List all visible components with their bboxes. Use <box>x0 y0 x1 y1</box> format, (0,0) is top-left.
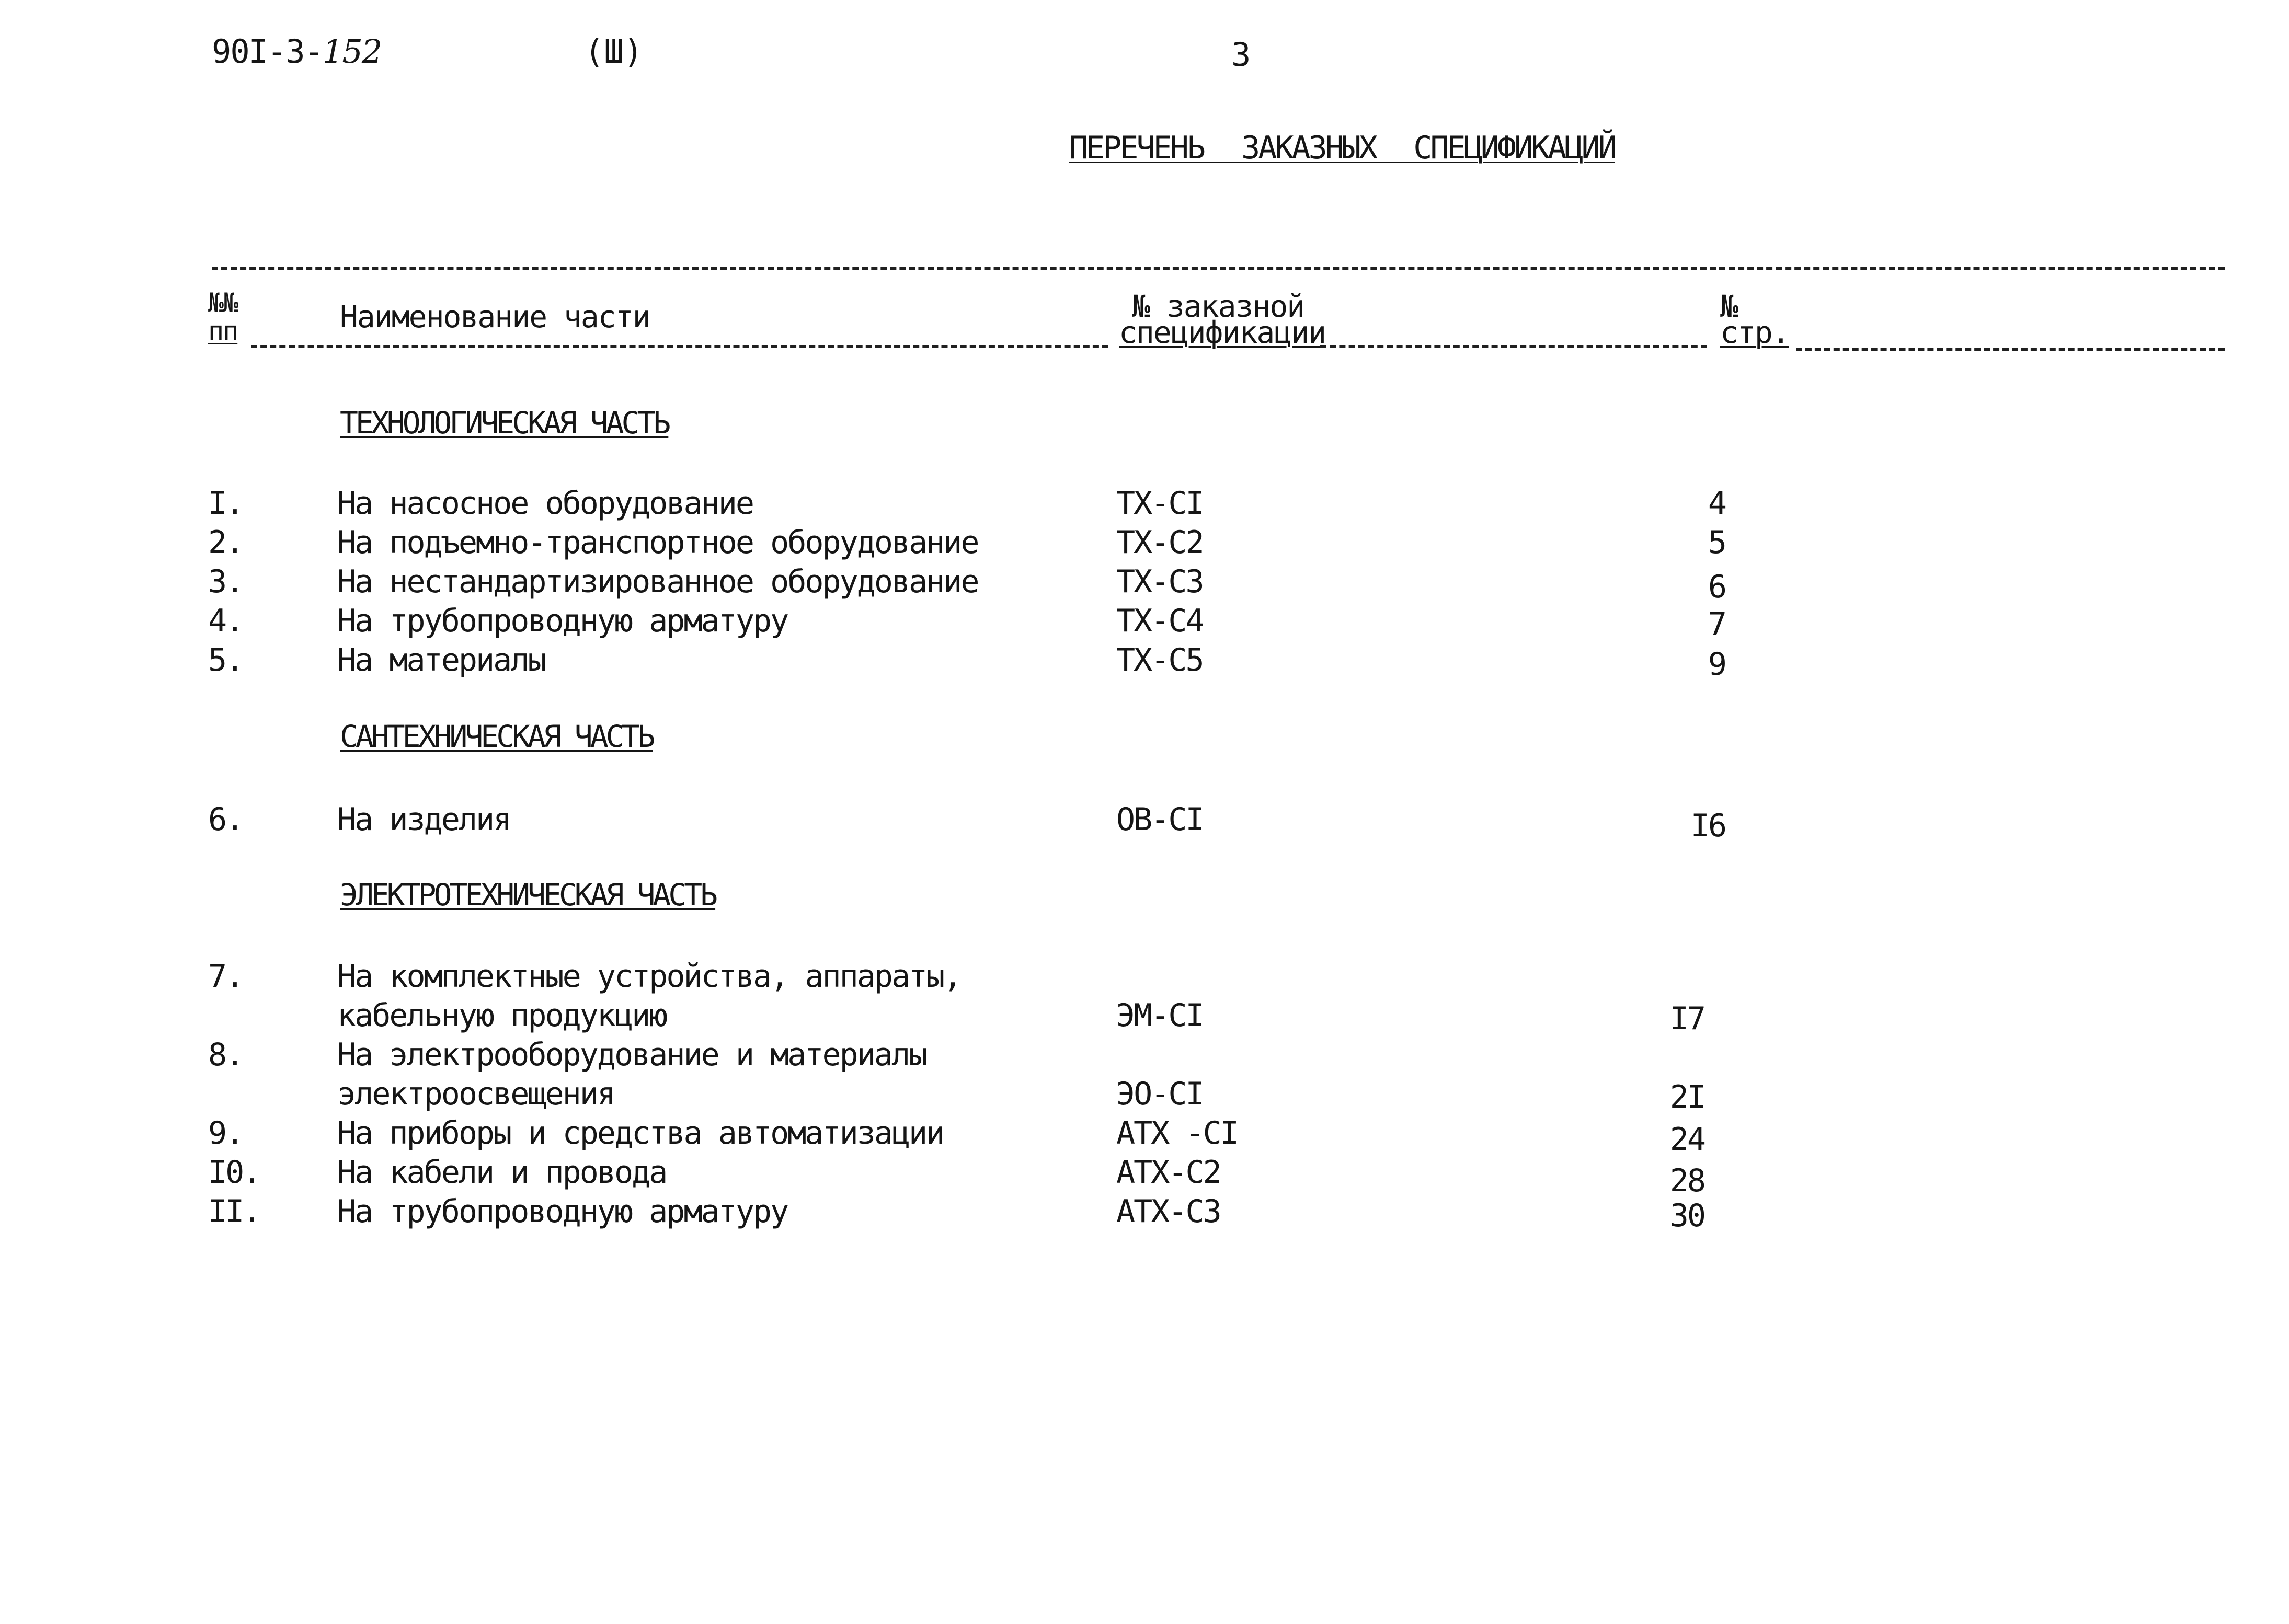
header-page-line2: стр. <box>1720 315 1789 350</box>
row-spec: АТХ -СI <box>1116 1115 1238 1151</box>
table-row <box>0 1113 2289 1158</box>
row-number: 7. <box>208 958 243 995</box>
row-page: I6 <box>1690 808 1725 844</box>
row-name: На комплектные устройства, аппараты, <box>337 958 961 995</box>
row-page: 5 <box>1708 524 1725 561</box>
document-part: (Ш) <box>585 32 643 71</box>
header-spec-line2: спецификации <box>1119 315 1326 350</box>
row-name: На подъемно-транспортное оборудование <box>337 524 978 561</box>
table-row <box>0 601 2289 641</box>
row-page: 9 <box>1708 646 1725 683</box>
row-page: 6 <box>1708 569 1725 605</box>
row-name: На трубопроводную арматуру <box>337 1193 788 1230</box>
row-spec: ТХ-С4 <box>1116 603 1203 639</box>
row-number: I. <box>208 485 243 522</box>
row-page: I7 <box>1669 1000 1704 1037</box>
table-row <box>0 483 2289 523</box>
row-name: На приборы и средства автоматизации <box>337 1115 944 1151</box>
table-row <box>0 1153 2289 1199</box>
row-name: На материалы <box>337 642 545 678</box>
row-spec: АТХ-С3 <box>1116 1193 1220 1230</box>
row-number: I0. <box>208 1154 260 1191</box>
row-spec: ТХ-СI <box>1116 485 1203 522</box>
row-spec: ЭО-СI <box>1116 1076 1203 1112</box>
header-bottom-rule-1 <box>251 345 1108 348</box>
header-bottom-rule-2 <box>1320 345 1707 348</box>
row-name-continuation: кабельную продукцию <box>337 997 667 1034</box>
header-spec-line1: № заказной <box>1132 289 1304 324</box>
document-title: ПЕРЕЧЕНЬ ЗАКАЗНЫХ СПЕЦИФИКАЦИЙ <box>1069 130 1615 166</box>
row-number: 8. <box>208 1036 243 1073</box>
document-code <box>212 32 381 71</box>
row-name: На кабели и провода <box>337 1154 667 1191</box>
document-code-handwritten: 152 <box>322 32 382 71</box>
row-page: 30 <box>1669 1197 1704 1234</box>
table-row <box>0 800 2289 844</box>
row-name: На нестандартизированное оборудование <box>337 563 978 600</box>
row-page: 2I <box>1669 1079 1704 1115</box>
document-code-printed: 90I-3- <box>212 32 323 71</box>
header-page-line1: № <box>1720 289 1737 324</box>
row-spec: ЭМ-СI <box>1116 997 1203 1034</box>
row-number: 4. <box>208 603 243 639</box>
page-number: 3 <box>1231 36 1251 74</box>
row-name-continuation: электроосвещения <box>337 1076 614 1112</box>
row-number: 2. <box>208 524 243 561</box>
section-title-electrotechnical: ЭЛЕКТРОТЕХНИЧЕСКАЯ ЧАСТЬ <box>340 877 716 913</box>
table-row <box>0 1035 2289 1075</box>
row-spec: ТХ-С2 <box>1116 524 1203 561</box>
row-spec: АТХ-С2 <box>1116 1154 1220 1191</box>
section-title-sanitary: САНТЕХНИЧЕСКАЯ ЧАСТЬ <box>340 719 653 754</box>
row-number: 3. <box>208 563 243 600</box>
row-name: На насосное оборудование <box>337 485 753 522</box>
row-name: На электрооборудование и материалы <box>337 1036 926 1073</box>
header-num-line2: пп <box>208 316 238 346</box>
table-row <box>0 957 2289 996</box>
table-row <box>0 523 2289 562</box>
row-spec: ТХ-С5 <box>1116 642 1203 678</box>
header-bottom-rule-3 <box>1796 348 2225 351</box>
row-name: На трубопроводную арматуру <box>337 603 788 639</box>
table-row-continuation <box>0 1074 2289 1114</box>
table-row <box>0 562 2289 605</box>
row-spec: ТХ-С3 <box>1116 563 1203 600</box>
table-row <box>0 640 2289 683</box>
header-name: Наименование части <box>340 299 650 335</box>
row-name: На изделия <box>337 801 511 838</box>
row-spec: ОВ-СI <box>1116 801 1203 838</box>
table-row <box>0 1192 2289 1234</box>
header-num-line1: №№ <box>208 287 238 318</box>
row-number: 6. <box>208 801 243 838</box>
table-top-rule <box>212 267 2225 270</box>
row-page: 7 <box>1708 606 1725 642</box>
section-title-technological: ТЕХНОЛОГИЧЕСКАЯ ЧАСТЬ <box>340 405 669 441</box>
row-number: 5. <box>208 642 243 678</box>
table-row-continuation <box>0 996 2289 1035</box>
row-number: II. <box>208 1193 260 1230</box>
row-page: 28 <box>1669 1162 1704 1199</box>
row-number: 9. <box>208 1115 243 1151</box>
row-page: 4 <box>1708 485 1725 522</box>
row-page: 24 <box>1669 1121 1704 1158</box>
